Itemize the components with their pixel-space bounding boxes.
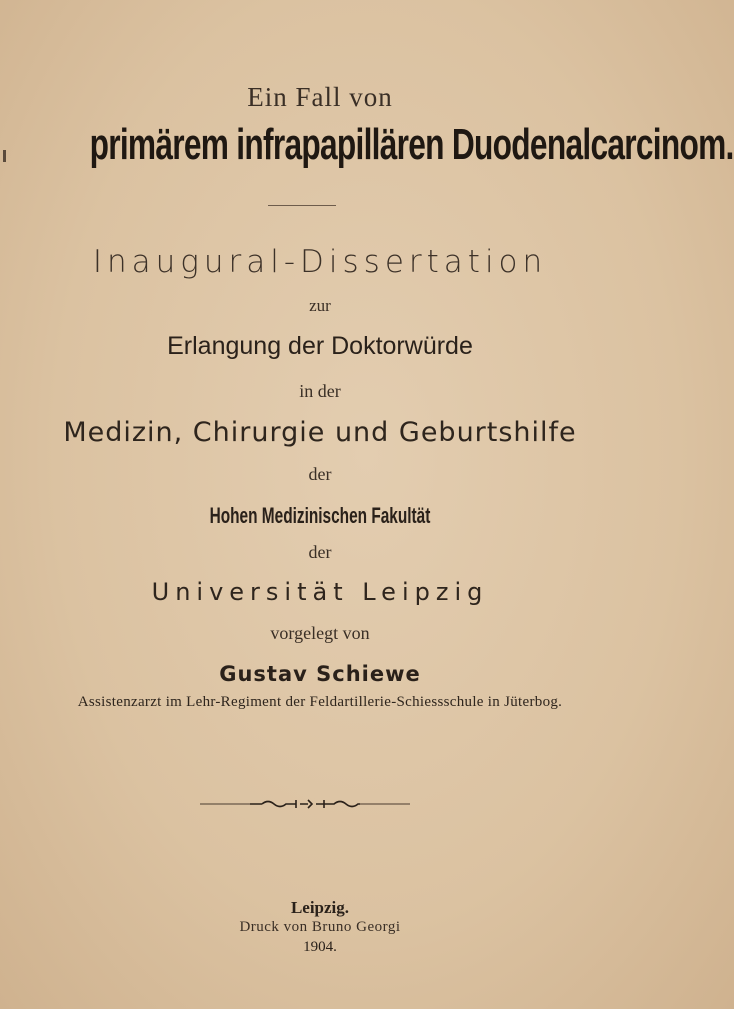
dissertation-heading: Inaugural-Dissertation xyxy=(92,244,548,280)
text-der-2: der xyxy=(308,542,332,562)
text-der-1: der xyxy=(308,464,332,484)
imprint-city: Leipzig. xyxy=(290,898,350,917)
imprint-printer: Druck von Bruno Georgi xyxy=(239,919,401,935)
text-in-der: in der xyxy=(299,381,341,401)
title-line-1: Ein Fall von xyxy=(247,82,393,112)
author-name: Gustav Schiewe xyxy=(219,662,421,686)
text-fields: Medizin, Chirurgie und Geburtshilfe xyxy=(63,417,577,448)
text-purpose: Erlangung der Doktorwürde xyxy=(167,332,473,360)
text-university: Universität Leipzig xyxy=(151,578,489,606)
ornament-divider xyxy=(0,796,640,812)
text-zur: zur xyxy=(309,296,331,315)
margin-mark xyxy=(3,150,6,162)
author-position: Assistenzarzt im Lehr-Regiment der Feldartillerie-Schiessschule in Jüterbog. xyxy=(77,694,563,710)
imprint-year: 1904. xyxy=(303,939,337,955)
text-presented-by: vorgelegt von xyxy=(270,623,370,643)
title-line-2: primärem infrapapillären Duodenalcarcinom. xyxy=(89,120,734,169)
divider-rule xyxy=(268,205,336,206)
text-faculty: Hohen Medizinischen Fakultät xyxy=(209,503,431,528)
